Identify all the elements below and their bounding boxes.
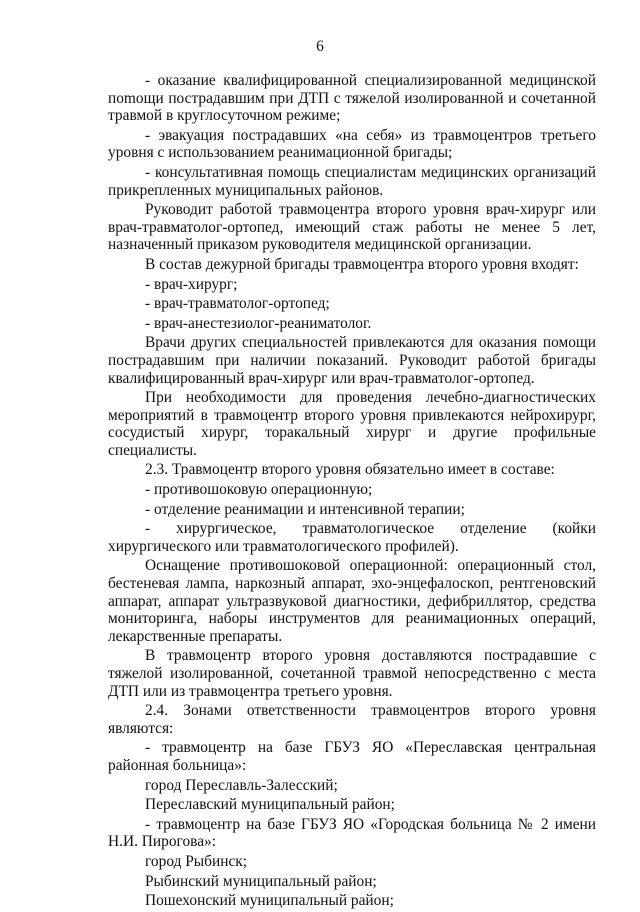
paragraph: - врач-анестезиолог-реаниматолог. [145, 314, 372, 332]
page-number: 6 [316, 38, 324, 55]
paragraph: 2.3. Травмоцентр второго уровня обязательно имеет в составе: [145, 461, 555, 479]
paragraph: - противошоковую операционную; [145, 481, 373, 499]
paragraph: - отделение реанимации и интенсивной терапии; [145, 500, 465, 518]
paragraph: - консультативная помощь специалистам медицинских организаций прикрепленных муниципальных районов. [108, 163, 596, 199]
paragraph: Пошехонский муниципальный район; [145, 892, 394, 910]
paragraph: Рыбинский муниципальный район; [145, 872, 377, 890]
paragraph: - врач-хирург; [145, 275, 238, 293]
paragraph: - хирургическое, травматологическое отделение (койки хирургического или травматологического профилей). [108, 520, 596, 555]
paragraph: - оказание квалифицированной специализированной медицинской поmощи пострадавшим при ДТП с тяжелой изолированной и сочетанной травмой в круглосуточном режиме; [108, 72, 596, 125]
paragraph: - врач-травматолог-ортопед; [145, 295, 330, 313]
paragraph: Врачи других специальностей привлекаются для оказания помощи пострадавшим при наличии показаний. Руководит работой бригады квалифицированный врач-хирург или врач-травматолог-ортопед. [108, 334, 596, 387]
paragraph: 2.4. Зонами ответственности травмоцентров второго уровня являются: [108, 702, 596, 737]
paragraph: При необходимости для проведения лечебно-диагностических мероприятий в травмоцентр второго уровня привлекаются нейрохирург, сосудистый хирург, торакальный хирург и другие профильные специалисты. [108, 389, 596, 459]
paragraph: - травмоцентр на базе ГБУЗ ЯО «Городская больница № 2 имени Н.И. Пирогова»: [108, 815, 596, 851]
paragraph: - эвакуация пострадавших «на себя» из травмоцентров третьего уровня с использованием реанимационной бригады; [108, 126, 596, 162]
document-body [108, 72, 596, 912]
paragraph: - травмоцентр на базе ГБУЗ ЯО «Переславская центральная районная больница»: [108, 739, 596, 774]
paragraph: Руководит работой травмоцентра второго уровня врач-хирург или врач-травматолог-ортопед, имеющий стаж работы не менее 5 лет, назначенный приказом руководителя медицинской организации. [108, 201, 596, 254]
paragraph: В травмоцентр второго уровня доставляются пострадавшие с тяжелой изолированной, сочетанной травмой непосредственно с места ДТП или из травмоцентра третьего уровня. [108, 647, 596, 700]
paragraph: город Рыбинск; [145, 852, 248, 870]
paragraph: город Переславль-Залесский; [145, 776, 338, 794]
paragraph: Переславский муниципальный район; [145, 796, 395, 814]
paragraph: Оснащение противошоковой операционной: операционный стол, бестеневая лампа, наркозный аппарат, эхо-энцефалоскоп, рентгеновский аппарат, аппарат ультразвуковой диагностики, дефибриллятор, средства мониторинга, наборы инструментов для реанимационных операций, лекарственные препараты. [108, 557, 596, 645]
paragraph: В состав дежурной бригады травмоцентра второго уровня входят: [145, 255, 579, 273]
